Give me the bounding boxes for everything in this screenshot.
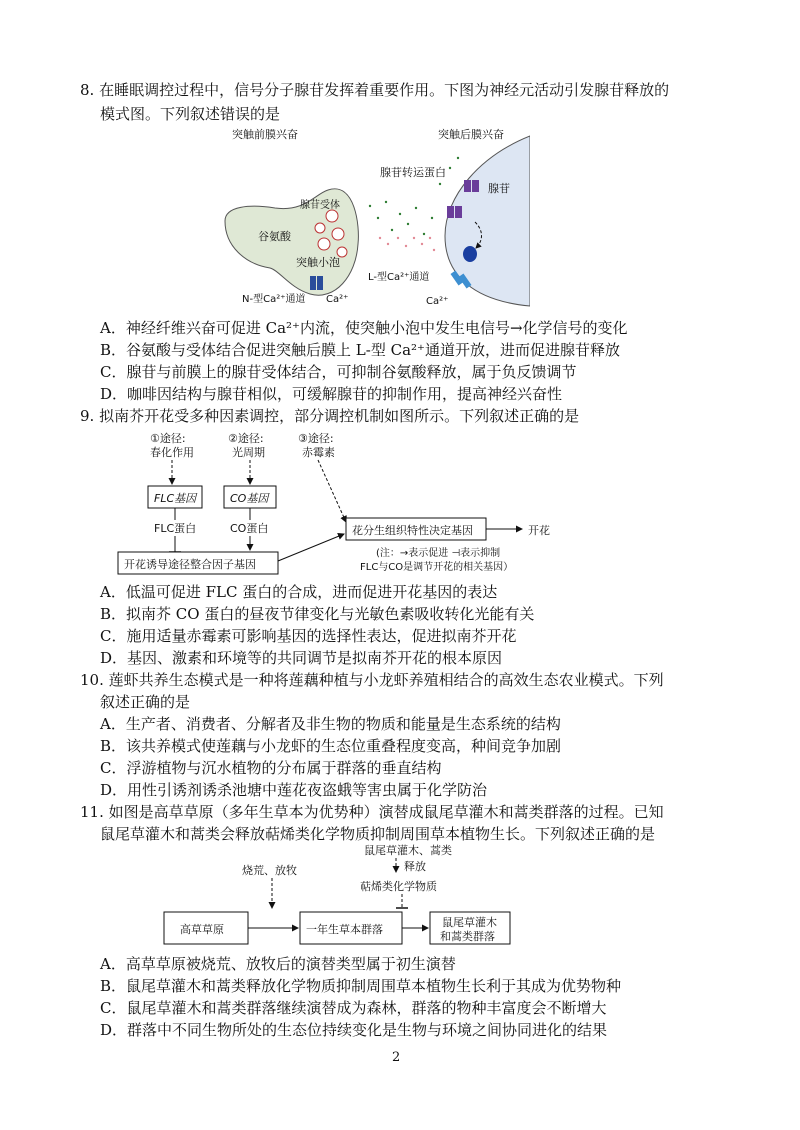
q9-flowering-label: 开花 [528, 524, 550, 537]
q9-co-protein: CO蛋白 [230, 522, 269, 535]
q9-flowering-figure [110, 428, 620, 578]
q11-stem-line2: 鼠尾草灌木和蒿类会释放萜烯类化学物质抑制周围草本植物生长。下列叙述正确的是 [100, 825, 656, 843]
q8-ca-right-label: Ca²⁺ [426, 296, 449, 307]
q9-option-a: A．低温可促进 FLC 蛋白的合成，进而促进开花基因的表达 [100, 583, 498, 601]
q9-co-gene: CO基因 [230, 492, 269, 505]
q8-option-c: C．腺苷与前膜上的腺苷受体结合，可抑制谷氨酸释放，属于负反馈调节 [100, 363, 577, 381]
q8-n-channel-label: N-型Ca²⁺通道 [242, 294, 306, 305]
q10-option-d: D．用性引诱剂诱杀池塘中莲花夜盗蛾等害虫属于化学防治 [100, 781, 488, 799]
q11-terpene-label: 萜烯类化学物质 [360, 880, 437, 893]
q9-flc-protein: FLC蛋白 [154, 522, 197, 535]
q10-option-a: A．生产者、消费者、分解者及非生物的物质和能量是生态系统的结构 [100, 715, 561, 733]
q8-option-d: D．咖啡因结构与腺苷相似，可缓解腺苷的抑制作用，提高神经兴奋性 [100, 385, 563, 403]
q11-disturbance-label: 烧荒、放牧 [242, 864, 297, 877]
q11-option-b: B．鼠尾草灌木和蒿类释放化学物质抑制周围草本植物生长利于其成为优势物种 [100, 977, 622, 995]
q8-option-b: B．谷氨酸与受体结合促进突触后膜上 L-型 Ca²⁺通道开放，进而促进腺苷释放 [100, 341, 620, 359]
q11-option-d: D．群落中不同生物所处的生态位持续变化是生物与环境之间协同进化的结果 [100, 1021, 608, 1039]
q8-option-a: A．神经纤维兴奋可促进 Ca²⁺内流，使突触小泡中发生电信号→化学信号的变化 [100, 319, 628, 337]
q9-note-line2: FLC与CO是调节开花的相关基因） [360, 562, 514, 573]
q9-note-line1: (注：→表示促进 ⊣表示抑制 [376, 548, 501, 559]
q8-receptor-label: 腺苷受体 [300, 200, 340, 211]
q11-stem-line1: 11. 如图是高草草原（多年生草本为优势种）演替成鼠尾草灌木和蒿类群落的过程。已知 [80, 803, 664, 821]
q8-stem-line1: 8. 在睡眠调控过程中，信号分子腺苷发挥着重要作用。下图为神经元活动引发腺苷释放的 [80, 81, 670, 99]
q9-stem: 9. 拟南芥开花受多种因素调控，部分调控机制如图所示。下列叙述正确的是 [80, 407, 580, 425]
q10-option-c: C．浮游植物与沉水植物的分布属于群落的垂直结构 [100, 759, 442, 777]
q8-l-channel-label: L-型Ca²⁺通道 [368, 272, 430, 283]
q10-option-b: B．该共养模式使莲藕与小龙虾的生态位重叠程度变高，种间竞争加剧 [100, 737, 562, 755]
q9-flc-gene: FLC基因 [154, 492, 197, 505]
q10-stem-line2: 叙述正确的是 [100, 693, 191, 711]
q11-option-a: A．高草草原被烧荒、放牧后的演替类型属于初生演替 [100, 955, 456, 973]
q8-vesicle-label: 突触小泡 [296, 256, 340, 269]
q9-option-c: C．施用适量赤霉素可影响基因的选择性表达，促进拟南芥开花 [100, 627, 517, 645]
q8-post-label: 突触后膜兴奋 [438, 128, 504, 141]
q11-option-c: C．鼠尾草灌木和蒿类群落继续演替成为森林，群落的物种丰富度会不断增大 [100, 999, 607, 1017]
q11-box-shrub-a: 鼠尾草灌木 [442, 916, 497, 929]
q8-glutamate-label: 谷氨酸 [258, 230, 291, 243]
q9-option-b: B．拟南芥 CO 蛋白的昼夜节律变化与光敏色素吸收转化光能有关 [100, 605, 535, 623]
q11-box-tallgrass: 高草草原 [180, 923, 224, 936]
q8-pre-label: 突触前膜兴奋 [232, 128, 298, 141]
q9-path2-label-a: ②途径: [228, 432, 264, 445]
q9-path1-label-b: 春化作用 [150, 446, 194, 459]
page-number: 2 [392, 1050, 401, 1065]
q9-meristem-box: 花分生组织特性决定基因 [352, 524, 473, 537]
q8-ca-left-label: Ca²⁺ [326, 294, 349, 305]
q9-integrator-box: 开花诱导途径整合因子基因 [124, 558, 256, 571]
q8-stem-line2: 模式图。下列叙述错误的是 [100, 105, 281, 123]
q8-adenosine-label: 腺苷 [488, 182, 510, 195]
q9-path3-label-b: 赤霉素 [302, 446, 335, 459]
q9-path3-label-a: ③途径: [298, 432, 334, 445]
q8-transporter-label: 腺苷转运蛋白 [380, 166, 446, 179]
q9-path1-label-a: ①途径: [150, 432, 186, 445]
q11-release-label: 释放 [404, 860, 426, 873]
q9-path2-label-b: 光周期 [232, 446, 265, 459]
q11-box-shrub-b: 和蒿类群落 [440, 930, 495, 943]
q11-box-annual: 一年生草本群落 [306, 923, 383, 936]
q11-top-source: 鼠尾草灌木、蒿类 [364, 844, 452, 857]
q8-synapse-figure [220, 126, 530, 312]
q10-stem-line1: 10. 莲虾共养生态模式是一种将莲藕种植与小龙虾养殖相结合的高效生态农业模式。下列 [80, 671, 664, 689]
q11-succession-figure [160, 842, 520, 948]
q9-option-d: D．基因、激素和环境等的共同调节是拟南芥开花的根本原因 [100, 649, 503, 667]
